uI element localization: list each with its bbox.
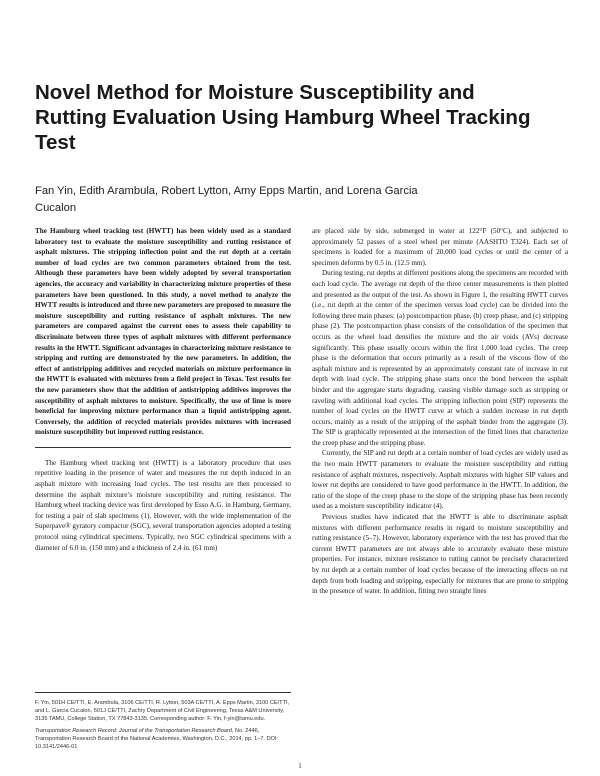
left-column (35, 226, 291, 553)
body-paragraph: The Hamburg wheel tracking test (HWTT) is a laboratory procedure that uses repetitive loading in the presence of water and measures the rut depth induced in an asphalt mixture with increasing load cycles. The test results are then processed to determine the asphalt mixture’s moisture susceptibility and rutting resistance. The Hamburg wheel tracking device was first developed by Esso A.G. in Hamburg, Germany, for testing a pair of slab specimens (1). However, with the wide implementation of the Superpave® gyratory compactor (SGC), several transportation agencies adopted a testing protocol using cylindrical specimens. Typically, two SGC cylindrical specimens with a diameter of 6.0 in. (150 mm) and a thickness of 2.4 in. (61 mm) (35, 458, 291, 552)
footnote-divider (35, 692, 291, 693)
paper-title: Novel Method for Moisture Susceptibility and Rutting Evaluation Using Hamburg Wheel Tracking Test (35, 81, 531, 154)
citation-block (35, 727, 291, 751)
body-paragraph: Previous studies have indicated that the HWTT is able to discriminate asphalt mixtures with different performance results in regard to moisture susceptibility and rutting resistance (5–7). However, laboratory experience with the test has proved that the current HWTT parameters are not always able to accurately evaluate these mixture properties. For instance, mixture resistance to rutting cannot be precisely characterized by rut depth at a certain number of load cycles because of the interacting effects on rut depth from both loading and stripping, especially for mixtures that are prone to stripping in the presence of water. In addition, fitting two straight lines (312, 513, 568, 596)
footnotes (35, 692, 291, 755)
author-affiliations: F. Yin, 501H CE/TTI, E. Arambula, 3106 CE/TTI, R. Lytton, 503A CE/TTI, A. Epps Martin, 3100 CE/TTI, and L. Garcia Cucalon, 501J CE/TTI, Zachry Department of Civil Engineering, Texas A&M University, 3135 TAMU, College Station, TX 77843-3135. Corresponding author: F. Yin, f-yin@tamu.edu. (35, 700, 290, 722)
right-column (312, 226, 568, 597)
body-paragraph: are placed side by side, submerged in water at 122°F (50°C), and subjected to approximately 52 passes of a steel wheel per minute (AASHTO T324). Each set of specimens is loaded for a maximum of 20,000 load cycles or until the center of a specimen deforms by 0.5 in. (12.5 mm). (312, 227, 568, 267)
body-paragraph: Currently, the SIP and rut depth at a certain number of load cycles are widely used as the two main HWTT parameters to evaluate the moisture susceptibility and rutting resistance of asphalt mixtures, respectively. Asphalt mixtures with higher SIP values and lower rut depths are considered to have good performance in the HWTT. In addition, the ratio of the slope of the creep phase to the slope of the stripping phase has been recently used as a moisture susceptibility indicator (4). (312, 449, 568, 511)
body-paragraph: During testing, rut depths at different positions along the specimens are recorded with each load cycle. The average rut depth of the three center measurements is then plotted and presented as the output of the test. As shown in Figure 1, the resulting HWTT curves (i.e., rut depth at the center of the specimen versus load cycle) can be divided into the following three main phases: (a) postcompaction phase, (b) creep phase, and (c) stripping phase (2). The postcompaction phase consists of the consolidation of the specimen that occurs as the wheel load densifies the mixture and the air voids (AVs) decrease significantly. This phase usually occurs within the first 1,000 load cycles. The creep phase is the deformation that occurs primarily as a result of the viscous flow of the asphalt mixture and is represented by an approximately constant rate of increase in rut depth with load cycle. The stripping phase starts once the bond between the asphalt binder and the aggregate starts degrading, causing visible damage such as stripping or raveling with additional load cycles. The stripping inflection point (SIP) represents the number of load cycles on the HWTT curve at which a sudden increase in rut depth occurs, mainly as a result of the stripping of the asphalt binder from the aggregate (3). The SIP is graphically represented at the intersection of the fitted lines that characterize the creep phase and the stripping phase. (312, 269, 568, 447)
author-list: Fan Yin, Edith Arambula, Robert Lytton, Amy Epps Martin, and Lorena Garcia Cucalon (35, 185, 418, 214)
abstract-divider (35, 447, 291, 448)
abstract: The Hamburg wheel tracking test (HWTT) has been widely used as a standard laboratory test to evaluate the moisture susceptibility and rutting resistance of asphalt mixtures. The stripping inflection point and the rut depth at a certain number of load cycles are two common parameters obtained from the test. Although these parameters have been widely adopted by several transportation agencies, the accuracy and variability in characterizing mixture properties of these parameters have been questioned. In this study, a novel method to analyze the HWTT results is introduced and three new parameters are proposed to measure the moisture susceptibility and rutting resistance of asphalt mixtures. The new parameters are compared against the current ones to assess their capability to discriminate between three types of asphalt mixtures with different performance results in the HWTT. Significant advantages in characterizing mixture resistance to stripping and rutting are demonstrated by the new parameters. In addition, the effect of antistripping additives and recycled materials on mixture performance in the HWTT is evaluated with mixtures from a field project in Texas. Test results for the new parameters show that the addition of antistripping additives improves the susceptibility of asphalt mixtures to moisture. Specifically, the use of lime is more beneficial for improving mixture performance than a liquid antistripping agent. Conversely, the addition of recycled materials provides mixtures with increased moisture susceptibility but improved rutting resistance. (35, 227, 291, 437)
journal-name: Transportation Research Record: Journal of the Transportation Research Board, (35, 728, 234, 734)
citation-details: No. 2446, Transportation Research Board of the National Academies, Washington, D.C., 2014, pp. 1–7. (35, 728, 265, 742)
page-number: 1 (298, 762, 302, 770)
doi: DOI: 10.3141/2446-01 (35, 736, 279, 750)
